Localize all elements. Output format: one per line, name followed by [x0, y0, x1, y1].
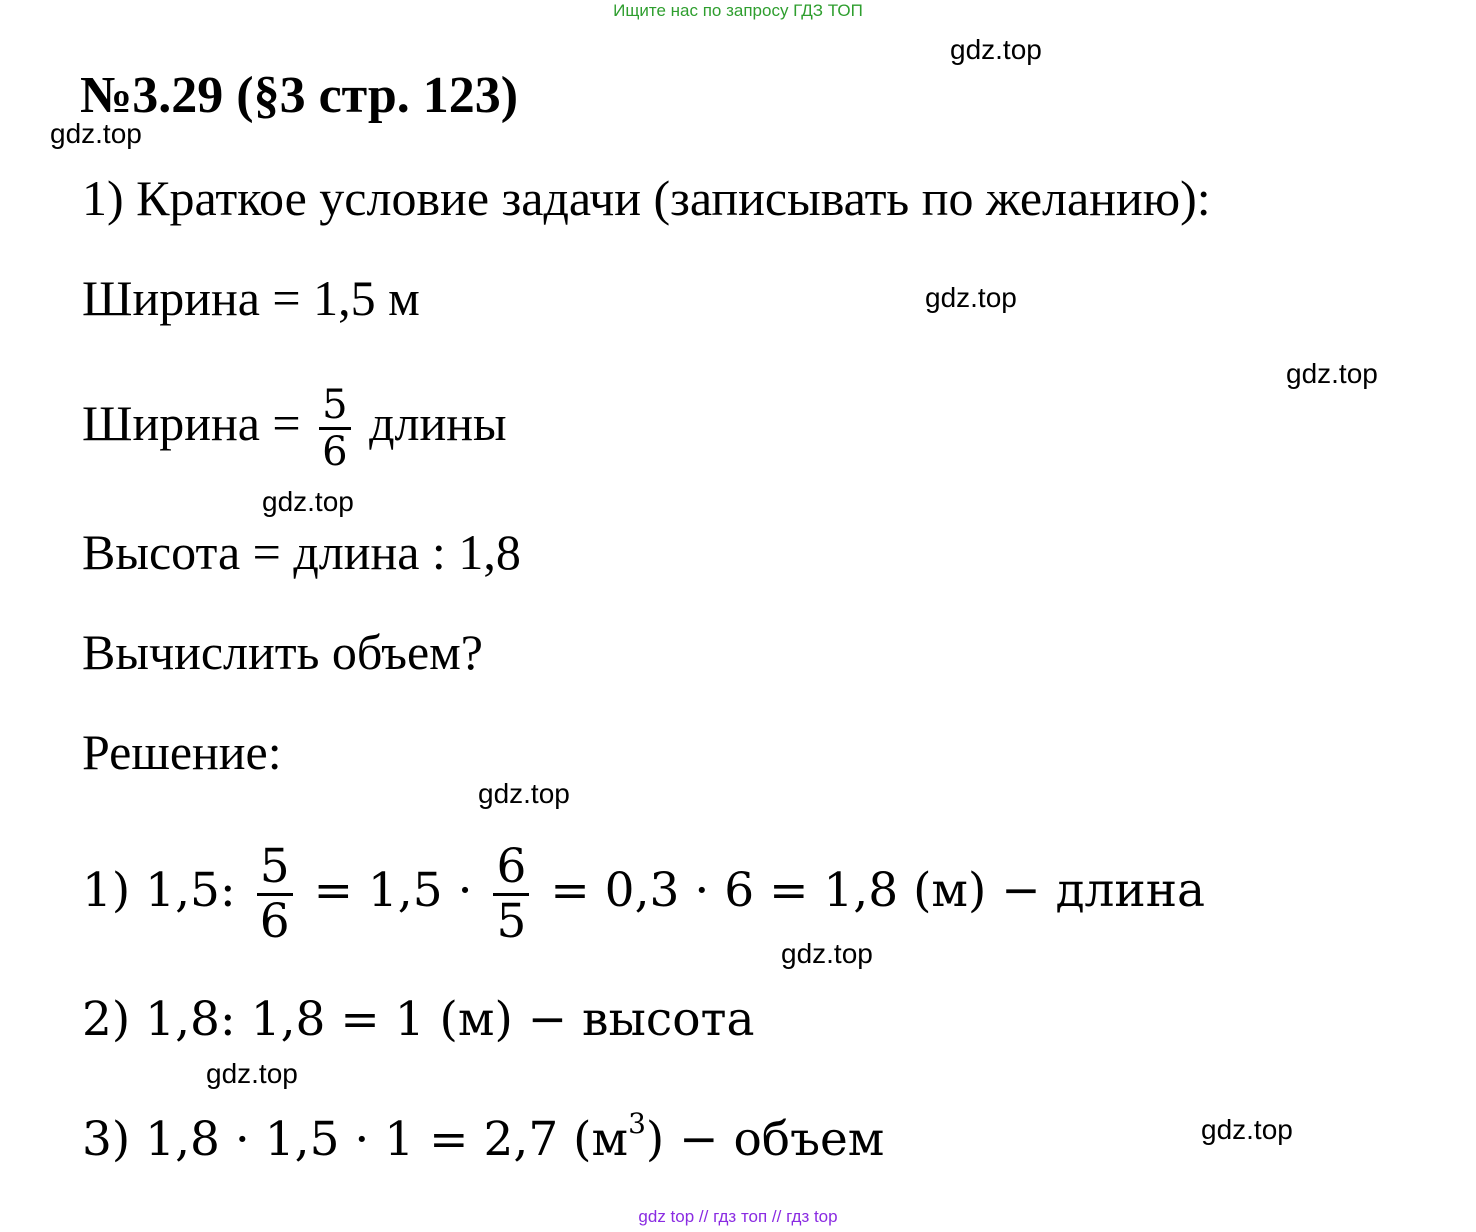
watermark: gdz.top — [925, 282, 1017, 313]
step1-part-a: 1) 1,5: — [82, 863, 236, 918]
watermark: gdz.top — [1201, 1114, 1293, 1145]
step3-exponent: 3 — [628, 1107, 646, 1140]
step1-part-b: = 1,5 · — [313, 863, 473, 918]
width-fraction-suffix: длины — [369, 395, 507, 451]
watermark: gdz.top — [50, 118, 142, 149]
watermark: gdz.top — [950, 34, 1042, 65]
width-fraction-line — [82, 368, 507, 478]
width-fraction — [319, 383, 350, 474]
step3-part-a: 3) 1,8 · 1,5 · 1 = 2,7 (м — [82, 1112, 629, 1167]
footer-links: gdz top // гдз топ // гдз top — [638, 1207, 838, 1226]
solution-step-3 — [82, 1094, 884, 1170]
solution-step-2: 2) 1,8: 1,8 = 1 (м) − высота — [82, 992, 755, 1047]
solution-step-1 — [82, 826, 1205, 956]
fraction-numerator: 6 — [493, 841, 529, 896]
watermark: gdz.top — [206, 1058, 298, 1089]
watermark: gdz.top — [478, 778, 570, 809]
solution-heading: Решение: — [82, 724, 282, 780]
step1-fraction-2 — [493, 838, 529, 949]
step3-part-b: ) − объем — [645, 1112, 885, 1167]
problem-title: №3.29 (§3 стр. 123) — [80, 67, 519, 124]
fraction-denominator: 5 — [496, 893, 527, 949]
watermark: gdz.top — [1286, 358, 1378, 389]
fraction-denominator: 6 — [259, 893, 290, 949]
width-line: Ширина = 1,5 м — [82, 270, 420, 326]
fraction-numerator: 5 — [319, 383, 350, 430]
fraction-numerator: 5 — [257, 841, 293, 896]
watermark: gdz.top — [262, 486, 354, 517]
condition-heading: 1) Краткое условие задачи (записывать по желанию): — [82, 170, 1211, 226]
height-line: Высота = длина : 1,8 — [82, 524, 521, 580]
fraction-denominator: 6 — [322, 429, 348, 476]
step1-fraction-1 — [257, 838, 293, 949]
step1-part-c: = 0,3 · 6 = 1,8 (м) − длина — [550, 863, 1206, 918]
width-fraction-prefix: Ширина = — [82, 395, 301, 451]
top-banner: Ищите нас по запросу ГДЗ ТОП — [613, 1, 863, 20]
watermark: gdz.top — [781, 938, 873, 969]
question-line: Вычислить объем? — [82, 624, 483, 680]
